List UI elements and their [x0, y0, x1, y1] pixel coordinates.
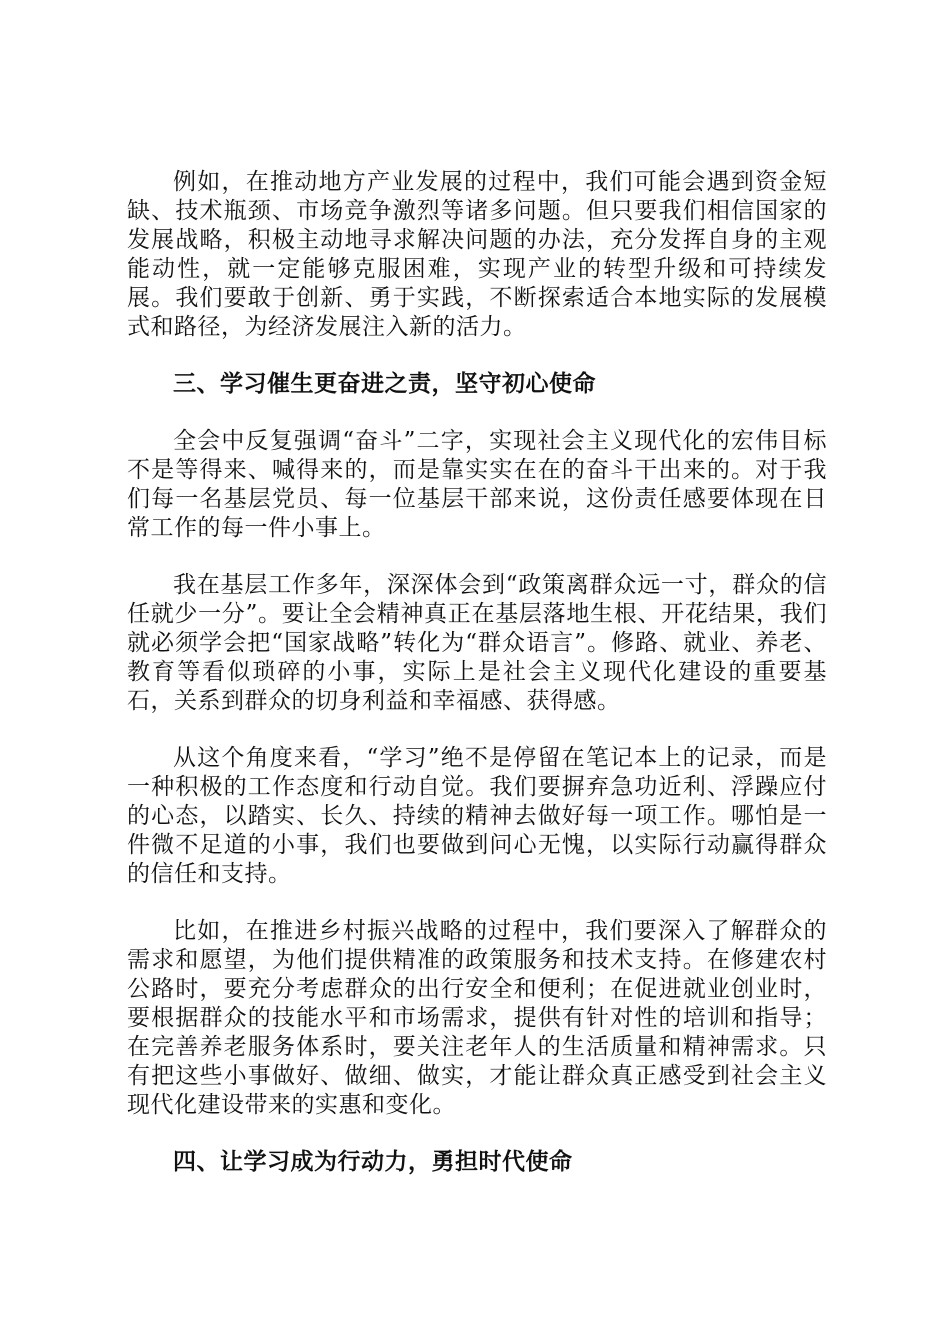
paragraph-industry-example: 例如，在推动地方产业发展的过程中，我们可能会遇到资金短缺、技术瓶颈、市场竞争激烈等诸多问题。但只要我们相信国家的发展战略，积极主动地寻求解决问题的办法，充分发挥自身的主观能动性，就一定能够克服困难，实现产业的转型升级和可持续发展。我们要敢于创新、勇于实践，不断探索适合本地实际的发展模式和路径，为经济发展注入新的活力。: [127, 169, 827, 340]
paragraph-learning-attitude: 从这个角度来看，“学习”绝不是停留在笔记本上的记录，而是一种积极的工作态度和行动自觉。我们要摒弃急功近利、浮躁应付的心态，以踏实、长久、持续的精神去做好每一项工作。哪怕是一件微不足道的小事，我们也要做到问心无愧，以实际行动赢得群众的信任和支持。: [127, 745, 827, 887]
section-heading-four: 四、让学习成为行动力，勇担时代使命: [173, 1149, 573, 1175]
paragraph-grassroots: 我在基层工作多年，深深体会到“政策离群众远一寸，群众的信任就少一分”。要让全会精神真正在基层落地生根、开花结果，我们就必须学会把“国家战略”转化为“群众语言”。修路、就业、养老、教育等看似琐碎的小事，实际上是社会主义现代化建设的重要基石，关系到群众的切身利益和幸福感、获得感。: [127, 572, 827, 714]
section-heading-three: 三、学习催生更奋进之责，坚守初心使命: [173, 371, 596, 397]
document-body: [127, 168, 827, 1205]
paragraph-struggle: 全会中反复强调“奋斗”二字，实现社会主义现代化的宏伟目标不是等得来、喊得来的，而是靠实实在在的奋斗干出来的。对于我们每一名基层党员、每一位基层干部来说，这份责任感要体现在日常工作的每一件小事上。: [127, 428, 827, 541]
paragraph-rural-revitalization: 比如，在推进乡村振兴战略的过程中，我们要深入了解群众的需求和愿望，为他们提供精准的政策服务和技术支持。在修建农村公路时，要充分考虑群众的出行安全和便利；在促进就业创业时，要根据群众的技能水平和市场需求，提供有针对性的培训和指导；在完善养老服务体系时，要关注老年人的生活质量和精神需求。只有把这些小事做好、做细、做实，才能让群众真正感受到社会主义现代化建设带来的实惠和变化。: [127, 918, 827, 1118]
